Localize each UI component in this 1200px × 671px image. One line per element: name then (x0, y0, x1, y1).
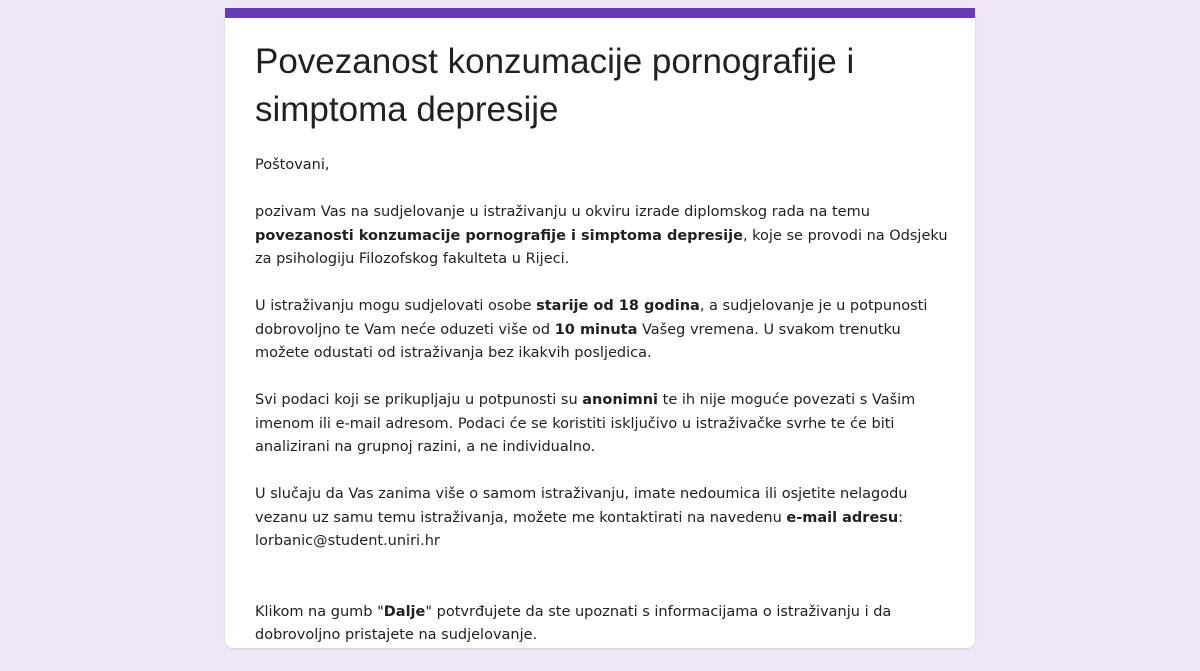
paragraph-invitation (255, 201, 955, 272)
paragraph-text: pozivam Vas na sudjelovanje u istraživanju u okviru izrade diplomskog rada na temu (255, 204, 870, 220)
paragraph-anonymity (255, 389, 955, 460)
paragraph-contact (255, 483, 955, 554)
paragraph-text: , koje se provodi na Odsjeku za psihologiju Filozofskog fakulteta u Rijeci. (255, 227, 948, 267)
paragraph-bold-text: Dalje (383, 603, 426, 620)
paragraph-text: U slučaju da Vas zanima više o samom istraživanju, imate nedoumica ili osjetite nelagodu vezanu uz samu temu istraživanja, možete me kontaktirati na navedenu (255, 486, 908, 526)
paragraph-text: : (898, 509, 904, 526)
form-title: Povezanost konzumacije pornografije i simptoma depresije (255, 42, 855, 129)
form-header-card (225, 8, 975, 648)
form-description (255, 154, 955, 648)
paragraph-text: Svi podaci koji se prikupljaju u potpunosti su (255, 392, 583, 408)
paragraph-bold-text: anonimni (582, 392, 659, 408)
greeting (255, 154, 955, 178)
paragraph-consent (255, 601, 955, 648)
paragraph-text: " potvrđujete da ste upoznati s informacijama o istraživanju i da dobrovoljno pristajete na sudjelovanje. (255, 603, 892, 643)
paragraph-eligibility (255, 295, 955, 366)
paragraph-text: Vašeg vremena. U svakom trenutku možete odustati od istraživanja bez ikakvih posljedica. (255, 321, 901, 361)
accent-bar (225, 8, 975, 18)
paragraph-bold-text: povezanosti konzumacije pornografije i simptoma depresije (255, 227, 743, 244)
paragraph-text: , a sudjelovanje je u potpunosti dobrovoljno te Vam neće oduzeti više od (255, 298, 928, 338)
paragraph-bold-text: 10 minuta (554, 321, 638, 338)
paragraph-text: Klikom na gumb " (255, 603, 384, 620)
greeting-text: Poštovani, (255, 157, 330, 173)
paragraph-text: te ih nije moguće povezati s Vašim imenom ili e-mail adresom. Podaci će se koristiti isključivo u istraživačke svrhe te će biti analizirani na grupnoj razini, a ne individualno. (255, 392, 916, 455)
paragraph-bold-text: e-mail adresu (786, 509, 899, 526)
paragraph-text: U istraživanju mogu sudjelovati osobe (255, 298, 537, 314)
contact-email: lorbanic@student.uniri.hr (255, 533, 440, 549)
form-header-content (255, 38, 955, 671)
paragraph-bold-text: starije od 18 godina (536, 298, 700, 314)
spacer (255, 577, 955, 601)
